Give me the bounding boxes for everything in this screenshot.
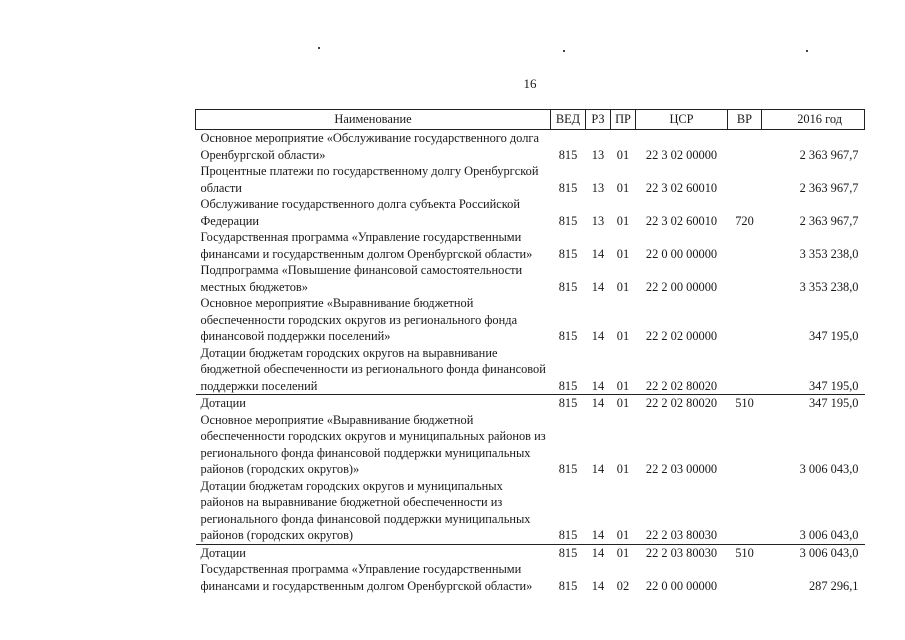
row-sum: 2 363 967,7 [799,213,859,228]
row-csr: 22 0 00 00000 [645,578,718,593]
row-pr: 01 [616,329,630,343]
row-vr [728,262,762,295]
table-row [196,262,865,295]
table-row [196,478,865,545]
row-name: Основное мероприятие «Выравнивание бюджетной обеспеченности городских округов из регионального фонда финансовой поддержки поселений» [200,296,518,343]
header-sum: 2016 год [762,110,865,130]
table-row [196,395,865,412]
table-row [196,561,865,594]
row-pr: 01 [616,528,630,542]
row-pr: 01 [616,378,630,393]
row-pr: 01 [616,462,630,476]
row-name: Подпрограмма «Повышение финансовой самостоятельности местных бюджетов» [200,263,523,294]
row-ved: 815 [558,246,578,261]
row-sum: 2 363 967,7 [799,180,859,195]
row-name: Процентные платежи по государственному долгу Оренбургской области [200,164,539,195]
table-row [196,412,865,478]
scan-speck [318,47,320,49]
row-csr: 22 2 03 00000 [645,462,718,476]
row-sum: 3 006 043,0 [762,544,865,561]
table-row [196,196,865,229]
row-rz: 14 [591,578,605,593]
row-rz: 13 [591,180,605,195]
row-csr: 22 2 02 80020 [645,378,718,393]
row-rz: 14 [591,329,605,343]
row-rz: 13 [591,213,605,228]
table-row [196,295,865,345]
row-sum: 3 353 238,0 [799,279,859,294]
row-rz: 14 [591,246,605,261]
row-sum: 2 363 967,7 [799,147,859,162]
row-pr: 01 [616,213,630,228]
row-csr: 22 3 02 60010 [645,180,718,195]
table-header-row [196,110,865,130]
row-rz: 14 [586,395,611,412]
row-sum: 3 006 043,0 [799,462,859,476]
row-pr: 02 [616,578,630,593]
row-sum: 3 006 043,0 [799,528,859,542]
row-csr: 22 2 03 80030 [636,544,728,561]
row-vr [728,295,762,345]
row-csr: 22 2 00 00000 [645,279,718,294]
row-ved: 815 [558,378,578,393]
row-vr [728,229,762,262]
header-ved: ВЕД [551,110,586,130]
row-csr: 22 2 02 80020 [636,395,728,412]
header-pr: ПР [611,110,636,130]
row-vr: 510 [728,544,762,561]
row-ved: 815 [551,395,586,412]
header-name: Наименование [196,110,551,130]
row-sum: 347 195,0 [762,395,865,412]
row-vr [728,130,762,164]
row-name: Государственная программа «Управление государственными финансами и государственным долгом Оренбургской области» [200,230,533,261]
row-pr: 01 [611,544,636,561]
table-row [196,130,865,164]
row-name: Дотации [196,544,551,561]
row-pr: 01 [616,246,630,261]
row-vr [728,163,762,196]
row-ved: 815 [558,279,578,294]
row-sum: 287 296,1 [808,578,859,593]
row-name: Основное мероприятие «Выравнивание бюджетной обеспеченности городских округов и муниципальных районов из регионального фонда финансовой поддержки муниципальных районов (городских округов)» [200,412,546,476]
row-csr: 22 0 00 00000 [645,246,718,261]
row-ved: 815 [558,528,578,542]
row-rz: 14 [586,544,611,561]
row-sum: 3 353 238,0 [799,246,859,261]
header-rz: РЗ [586,110,611,130]
row-sum: 347 195,0 [808,329,859,343]
row-rz: 14 [591,528,605,542]
row-name: Основное мероприятие «Обслуживание государственного долга Оренбургской области» [200,131,539,162]
row-csr: 22 2 03 80030 [645,528,718,542]
row-vr: 720 [735,213,754,228]
row-name: Дотации [196,395,551,412]
table-row [196,163,865,196]
row-rz: 14 [591,279,605,294]
row-pr: 01 [616,147,630,162]
row-ved: 815 [558,578,578,593]
row-vr [728,478,762,545]
row-csr: 22 3 02 60010 [645,213,718,228]
row-rz: 13 [591,147,605,162]
table-row [196,229,865,262]
row-vr [728,561,762,594]
row-pr: 01 [616,180,630,195]
header-vr: ВР [728,110,762,130]
row-ved: 815 [558,180,578,195]
row-name: Государственная программа «Управление государственными финансами и государственным долгом Оренбургской области» [200,562,533,593]
row-name: Обслуживание государственного долга субъекта Российской Федерации [200,197,520,228]
row-rz: 14 [591,462,605,476]
row-rz: 14 [591,378,605,393]
row-ved: 815 [551,544,586,561]
row-sum: 347 195,0 [808,378,859,393]
header-csr: ЦСР [636,110,728,130]
page-number: 16 [523,76,537,91]
row-pr: 01 [616,279,630,294]
row-name: Дотации бюджетам городских округов и муниципальных районов на выравнивание бюджетной обеспеченности из регионального фонда финансовой поддержки муниципальных районов (городских округов) [200,478,531,542]
scan-speck [563,50,565,52]
row-ved: 815 [558,462,578,476]
row-csr: 22 3 02 00000 [645,147,718,162]
budget-table [195,109,865,594]
row-ved: 815 [558,329,578,343]
row-ved: 815 [558,147,578,162]
table-row [196,345,865,395]
table-row [196,544,865,561]
row-vr: 510 [728,395,762,412]
table-body [196,130,865,595]
row-csr: 22 2 02 00000 [645,329,718,343]
scan-speck [806,50,808,52]
row-vr [728,345,762,395]
row-pr: 01 [611,395,636,412]
row-ved: 815 [558,213,578,228]
row-vr [728,412,762,478]
row-name: Дотации бюджетам городских округов на выравнивание бюджетной обеспеченности из регионального фонда финансовой поддержки поселений [200,345,546,393]
